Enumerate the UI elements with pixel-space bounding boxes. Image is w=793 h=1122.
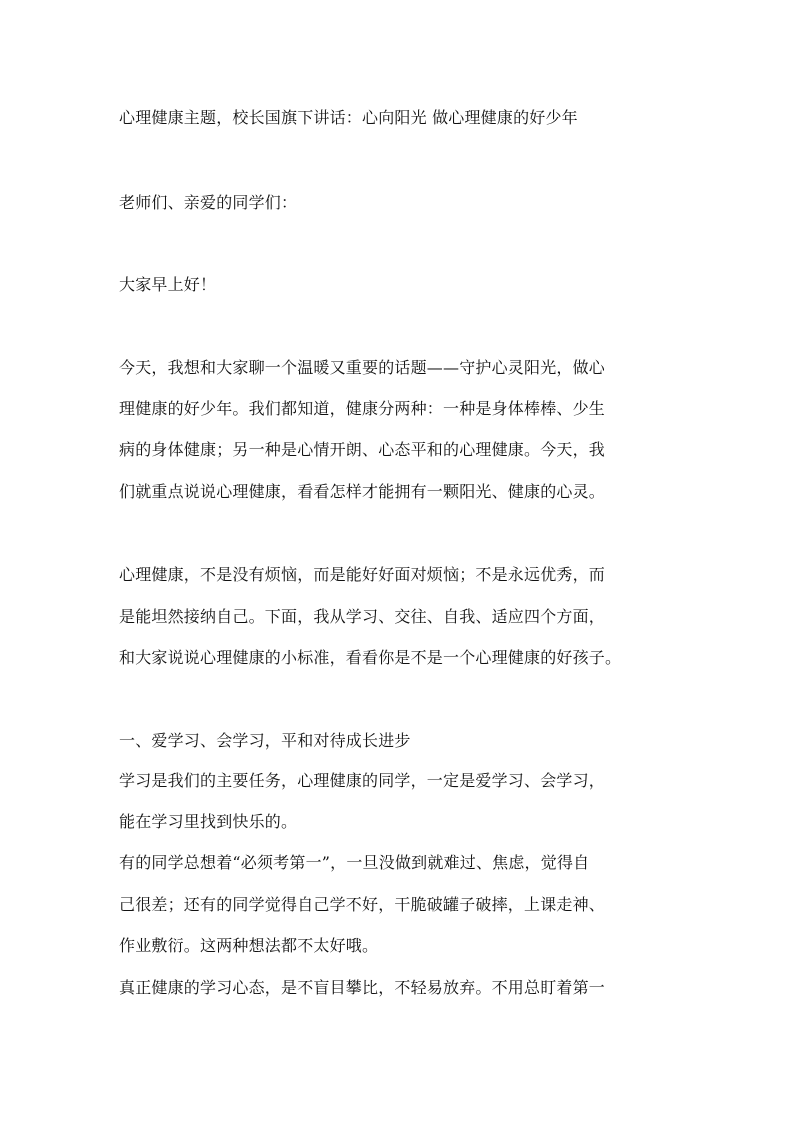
paragraph-line: 今天，我想和大家聊一个温暖又重要的话题——守护心灵阳光，做心 [119, 358, 606, 377]
paragraph-line: 能在学习里找到快乐的。 [119, 812, 298, 831]
paragraph-line: 和大家说说心理健康的小标准，看看你是不是一个心理健康的好孩子。 [119, 648, 622, 667]
paragraph-line: 理健康的好少年。我们都知道，健康分两种：一种是身体棒棒、少生 [119, 399, 606, 418]
paragraph-line: 作业敷衍。这两种想法都不太好哦。 [119, 936, 379, 955]
paragraph-line: 是能坦然接纳自己。下面，我从学习、交往、自我、适应四个方面， [119, 607, 606, 626]
paragraph-line: 心理健康，不是没有烦恼，而是能好好面对烦恼；不是永远优秀，而 [119, 565, 606, 584]
paragraph-line: 们就重点说说心理健康，看看怎样才能拥有一颗阳光、健康的心灵。 [119, 482, 606, 501]
paragraph-line: 学习是我们的主要任务，心理健康的同学，一定是爱学习、会学习， [119, 771, 606, 790]
paragraph-line: 病的身体健康；另一种是心情开朗、心态平和的心理健康。今天，我 [119, 440, 606, 459]
paragraph-line: 有的同学总想着“必须考第一”，一旦没做到就难过、焦虑，觉得自 [119, 853, 590, 872]
greeting: 大家早上好！ [119, 275, 217, 294]
section-heading: 一、爱学习、会学习，平和对待成长进步 [119, 731, 411, 750]
paragraph-line: 己很差；还有的同学觉得自己学不好，干脆破罐子破摔，上课走神、 [119, 895, 606, 914]
salutation: 老师们、亲爱的同学们： [119, 193, 298, 212]
document-title: 心理健康主题，校长国旗下讲话：心向阳光 做心理健康的好少年 [119, 108, 578, 127]
paragraph-line: 真正健康的学习心态，是不盲目攀比，不轻易放弃。不用总盯着第一 [119, 978, 606, 997]
